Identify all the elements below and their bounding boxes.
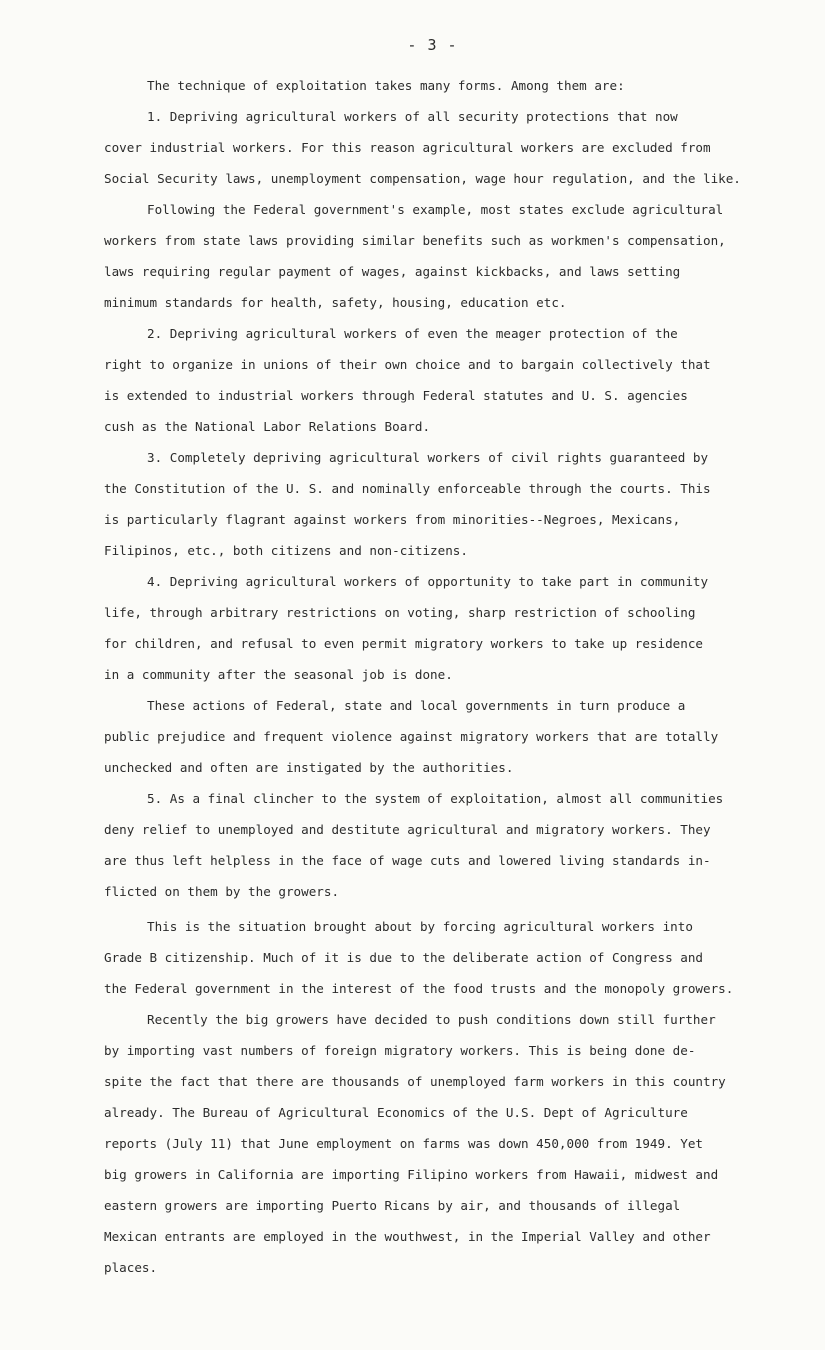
text-line: the Constitution of the U. S. and nominally enforceable through the courts. This [104, 481, 711, 496]
text-line: big growers in California are importing Filipino workers from Hawaii, midwest and [104, 1167, 719, 1182]
text-line: is extended to industrial workers through Federal statutes and U. S. agencies [104, 388, 688, 403]
text-line: 1. Depriving agricultural workers of all security protections that now [147, 109, 678, 124]
document-body [104, 70, 804, 1283]
text-line: Mexican entrants are employed in the wouthwest, in the Imperial Valley and other [104, 1229, 711, 1244]
text-line: 3. Completely depriving agricultural workers of civil rights guaranteed by [147, 450, 709, 465]
text-line: Following the Federal government's example, most states exclude agricultural [147, 202, 724, 217]
text-line: by importing vast numbers of foreign migratory workers. This is being done de- [104, 1043, 696, 1058]
text-line: public prejudice and frequent violence against migratory workers that are totally [104, 729, 719, 744]
text-line: minimum standards for health, safety, housing, education etc. [104, 295, 567, 310]
text-line: is particularly flagrant against workers from minorities--Negroes, Mexicans, [104, 512, 681, 527]
text-line: for children, and refusal to even permit migratory workers to take up residence [104, 636, 703, 651]
text-line: cover industrial workers. For this reason agricultural workers are excluded from [104, 140, 711, 155]
text-line: This is the situation brought about by forcing agricultural workers into [147, 919, 693, 934]
text-line: 4. Depriving agricultural workers of opportunity to take part in community [147, 574, 709, 589]
text-line: These actions of Federal, state and local governments in turn produce a [147, 698, 686, 713]
text-line: already. The Bureau of Agricultural Economics of the U.S. Dept of Agriculture [104, 1105, 688, 1120]
page-number: - 3 - [407, 36, 458, 54]
text-line: the Federal government in the interest of the food trusts and the monopoly growers. [104, 981, 734, 996]
text-line: Filipinos, etc., both citizens and non-citizens. [104, 543, 468, 558]
text-line: unchecked and often are instigated by the authorities. [104, 760, 514, 775]
text-line: deny relief to unemployed and destitute agricultural and migratory workers. They [104, 822, 711, 837]
text-line: reports (July 11) that June employment on farms was down 450,000 from 1949. Yet [104, 1136, 703, 1151]
text-line: flicted on them by the growers. [104, 884, 340, 899]
text-line: places. [104, 1260, 158, 1275]
text-line: spite the fact that there are thousands of unemployed farm workers in this country [104, 1074, 726, 1089]
text-line: eastern growers are importing Puerto Ricans by air, and thousands of illegal [104, 1198, 681, 1213]
text-line: are thus left helpless in the face of wage cuts and lowered living standards in- [104, 853, 711, 868]
text-line: The technique of exploitation takes many forms. Among them are: [147, 78, 625, 93]
text-line: life, through arbitrary restrictions on voting, sharp restriction of schooling [104, 605, 696, 620]
text-line: 2. Depriving agricultural workers of even the meager protection of the [147, 326, 678, 341]
text-line: Social Security laws, unemployment compensation, wage hour regulation, and the like. [104, 171, 741, 186]
text-line: Recently the big growers have decided to push conditions down still further [147, 1012, 716, 1027]
text-line: laws requiring regular payment of wages, against kickbacks, and laws setting [104, 264, 681, 279]
text-line: 5. As a final clincher to the system of exploitation, almost all communities [147, 791, 724, 806]
text-line: cush as the National Labor Relations Board. [104, 419, 431, 434]
text-line: Grade B citizenship. Much of it is due to the deliberate action of Congress and [104, 950, 703, 965]
text-line: right to organize in unions of their own choice and to bargain collectively that [104, 357, 711, 372]
text-line: in a community after the seasonal job is done. [104, 667, 453, 682]
text-line: workers from state laws providing similar benefits such as workmen's compensation, [104, 233, 726, 248]
